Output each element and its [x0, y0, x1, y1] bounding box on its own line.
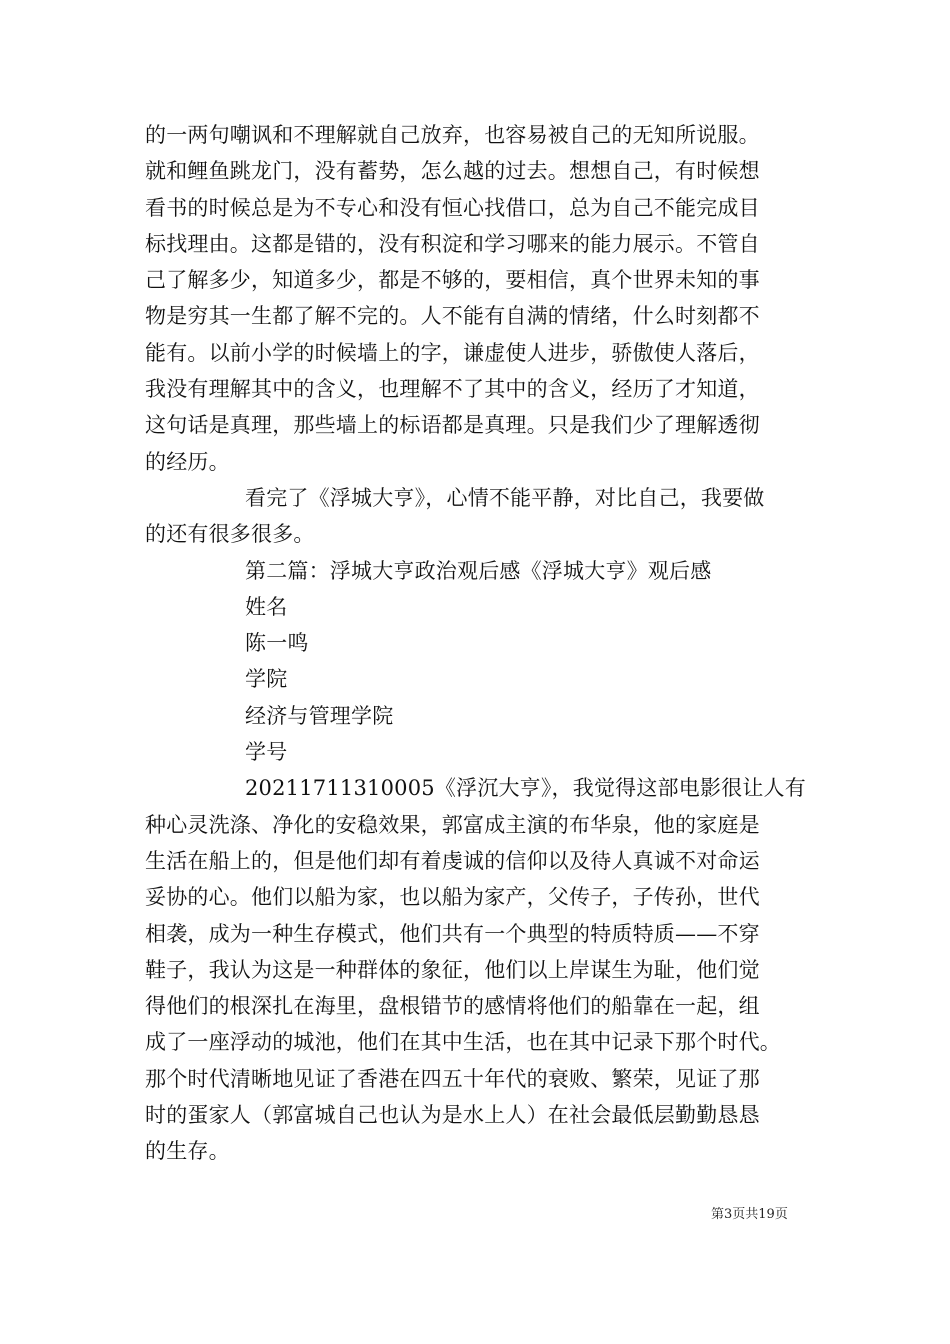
- field-value-college: 经济与管理学院: [245, 703, 394, 728]
- field-value-name: 陈一鸣: [245, 631, 309, 656]
- text-line: 标找理由。这都是错的，没有积淀和学习哪来的能力展示。不管自: [145, 231, 760, 256]
- text-line: 妥协的心。他们以船为家，也以船为家产，父传子，子传孙，世代: [145, 885, 760, 910]
- text-line: 己了解多少，知道多少，都是不够的，要相信，真个世界未知的事: [145, 268, 760, 293]
- text-line: 相袭，成为一种生存模式，他们共有一个典型的特质特质——不穿: [145, 921, 760, 946]
- text-line: 20211711310005《浮沉大亨》，我觉得这部电影很让人有: [245, 776, 806, 801]
- text-line: 看书的时候总是为不专心和没有恒心找借口，总为自己不能完成目: [145, 195, 760, 220]
- text-line: 成了一座浮动的城池，他们在其中生活，也在其中记录下那个时代。: [145, 1030, 781, 1055]
- text-line: 能有。以前小学的时候墙上的字，谦虚使人进步，骄傲使人落后，: [145, 340, 760, 365]
- text-line: 的一两句嘲讽和不理解就自己放弃，也容易被自己的无知所说服。: [145, 123, 760, 147]
- field-label-college: 学院: [245, 667, 288, 692]
- text-line: 物是穷其一生都了解不完的。人不能有自满的情绪，什么时刻都不: [145, 304, 760, 329]
- text-line: 种心灵洗涤、净化的安稳效果，郭富成主演的布华泉，他的家庭是: [145, 812, 760, 837]
- text-line: 时的蛋家人（郭富城自己也认为是水上人）在社会最低层勤勤恳恳: [145, 1103, 760, 1128]
- text-line: 看完了《浮城大亨》，心情不能平静，对比自己，我要做: [245, 485, 765, 510]
- field-label-name: 姓名: [245, 594, 288, 619]
- page-number-footer: 第3页共19页: [711, 1207, 788, 1222]
- text-line: 生活在船上的，但是他们却有着虔诚的信仰以及待人真诚不对命运: [145, 848, 760, 873]
- text-line: 这句话是真理，那些墙上的标语都是真理。只是我们少了理解透彻: [145, 413, 760, 438]
- document-body: [145, 117, 815, 1170]
- section-heading: 第二篇：浮城大亨政治观后感《浮城大亨》观后感: [245, 558, 712, 583]
- field-label-student-id: 学号: [245, 740, 288, 765]
- text-line: 的还有很多很多。: [145, 522, 315, 547]
- text-line: 得他们的根深扎在海里，盘根错节的感情将他们的船靠在一起，组: [145, 994, 760, 1019]
- text-line: 就和鲤鱼跳龙门，没有蓄势，怎么越的过去。想想自己，有时候想: [145, 159, 760, 184]
- text-line: 我没有理解其中的含义，也理解不了其中的含义，经历了才知道，: [145, 377, 760, 402]
- text-line: 的经历。: [145, 449, 230, 474]
- text-line: 那个时代清晰地见证了香港在四五十年代的衰败、繁荣，见证了那: [145, 1066, 760, 1091]
- text-line: 的生存。: [145, 1139, 230, 1164]
- text-line: 鞋子，我认为这是一种群体的象征，他们以上岸谋生为耻，他们觉: [145, 957, 760, 982]
